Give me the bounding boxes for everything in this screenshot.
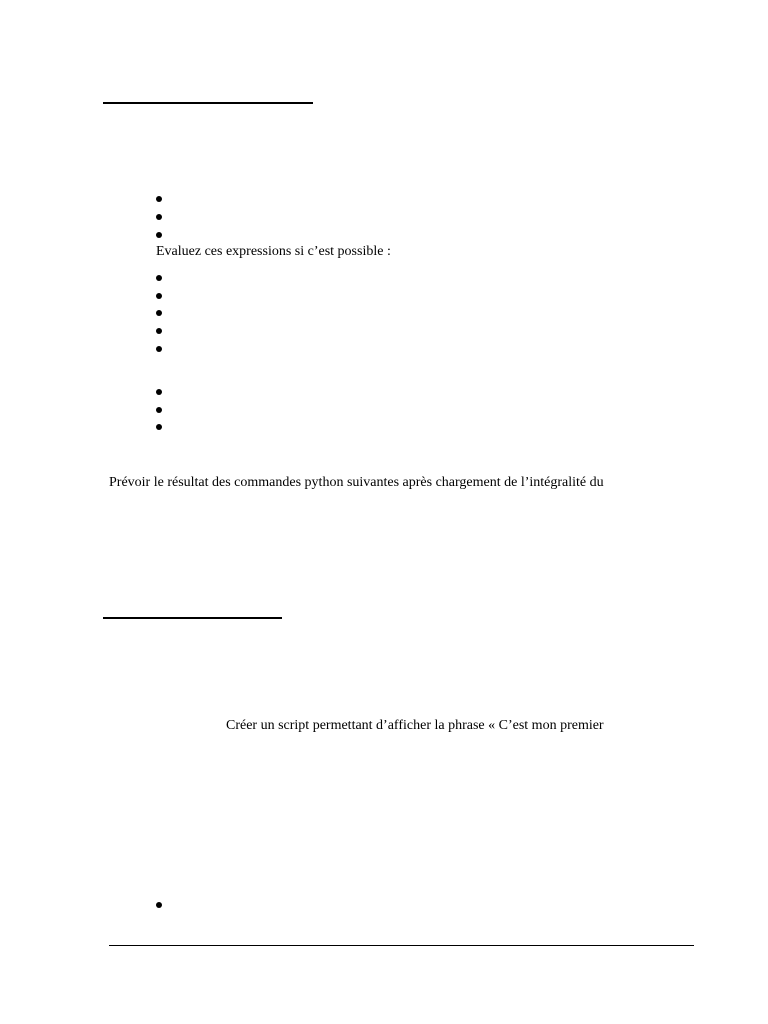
- bullet-1b: [156, 214, 162, 220]
- heading-underline-2: [103, 617, 282, 619]
- bullet-3b: [156, 407, 162, 413]
- heading-underline-1: [103, 102, 313, 104]
- bullet-2a: [156, 275, 162, 281]
- bullet-2c: [156, 310, 162, 316]
- bullet-3c: [156, 424, 162, 430]
- footer-rule: [109, 945, 694, 946]
- bullet-2d: [156, 328, 162, 334]
- bullet-1a: [156, 196, 162, 202]
- bullet-4a: [156, 902, 162, 908]
- bullet-2e: [156, 346, 162, 352]
- eval-intro-text: Evaluez ces expressions si c’est possible :: [156, 244, 391, 259]
- prevoir-text: Prévoir le résultat des commandes python suivantes après chargement de l’intégralité du: [109, 475, 604, 490]
- bullet-1c: [156, 232, 162, 238]
- bullet-3a: [156, 389, 162, 395]
- bullet-2b: [156, 293, 162, 299]
- exercise-text: Créer un script permettant d’afficher la phrase « C’est mon premier: [226, 718, 604, 733]
